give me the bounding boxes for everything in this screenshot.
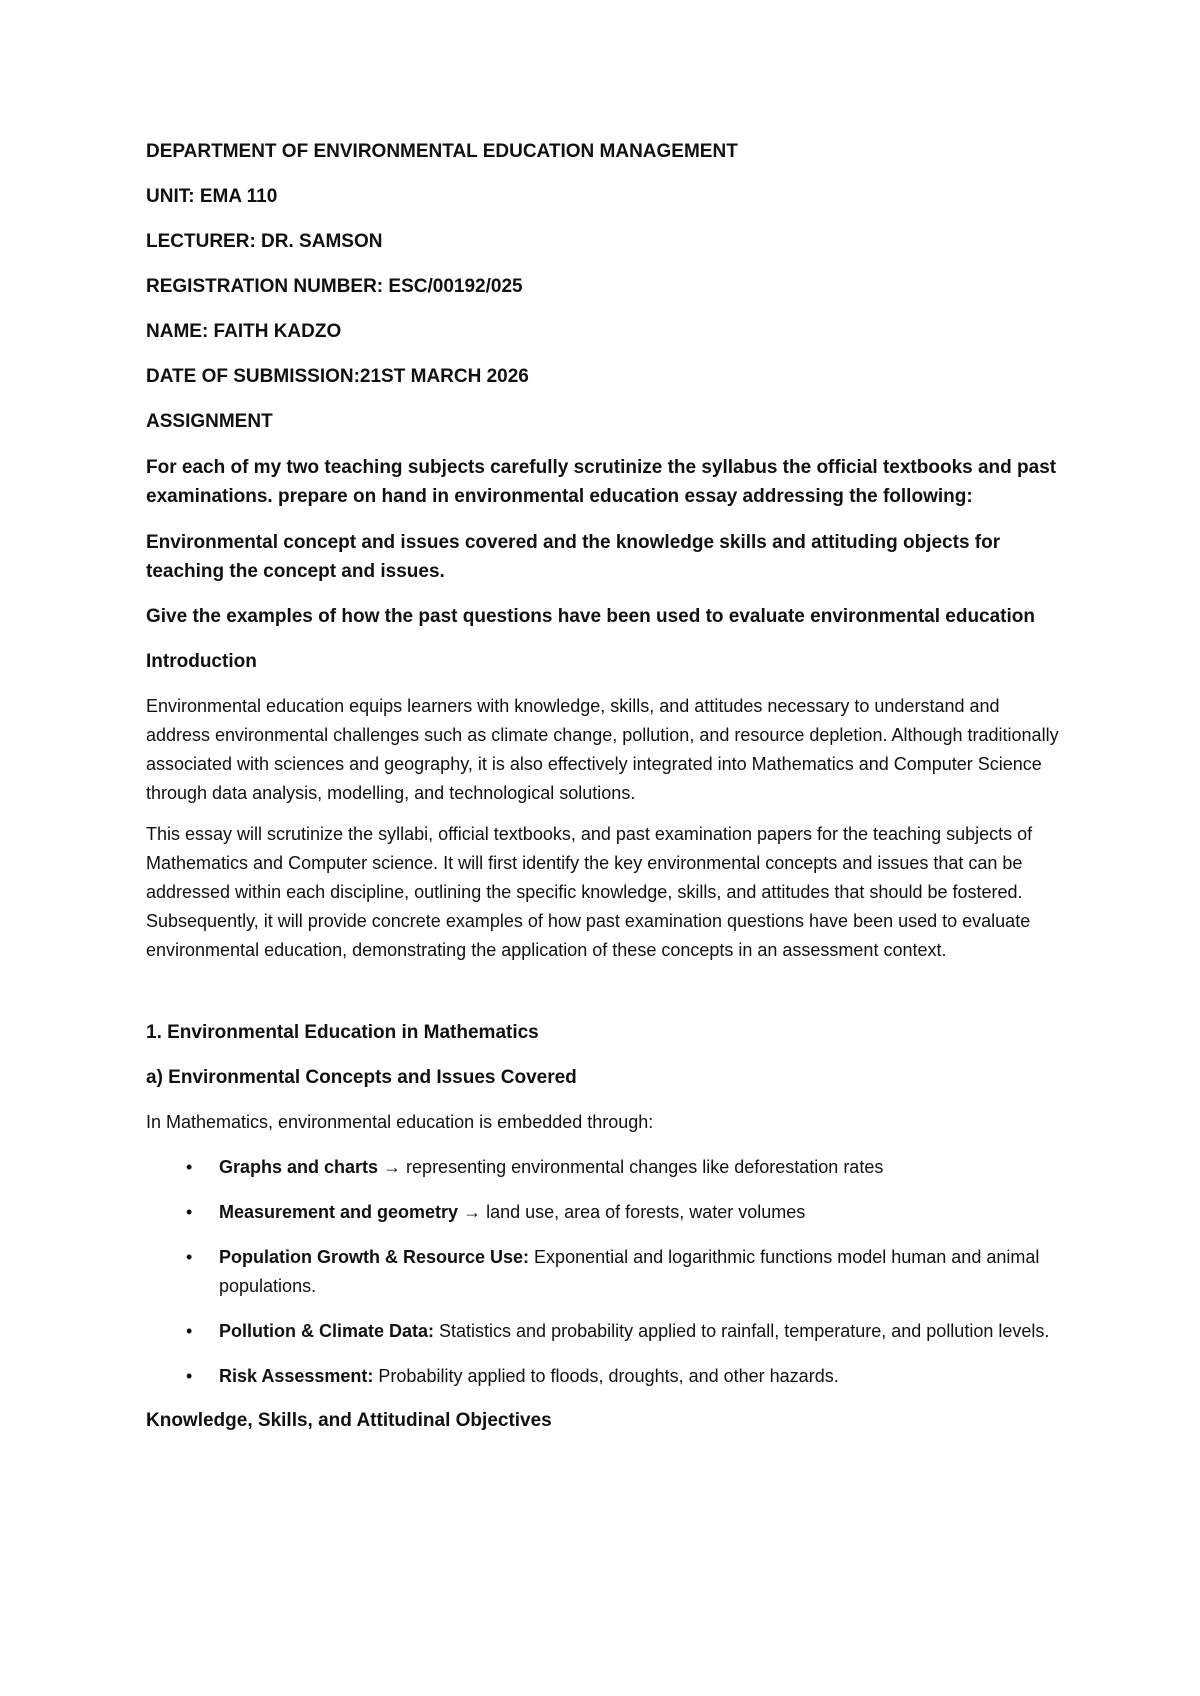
list-item	[146, 1317, 1066, 1346]
bullet-icon: •	[186, 1247, 193, 1267]
bullet-icon: •	[186, 1366, 193, 1386]
list-item-text: Exponential and logarithmic functions model human and animal populations.	[219, 1247, 1040, 1296]
submission-date-line: DATE OF SUBMISSION:21ST MARCH 2026	[146, 366, 529, 387]
bullet-icon: •	[186, 1321, 193, 1341]
question-part-1: Environmental concept and issues covered and the knowledge skills and attituding objects for teaching the concept and issues.	[146, 532, 1001, 582]
list-item-term: Pollution & Climate Data:	[219, 1321, 435, 1341]
section-1-subheading: a) Environmental Concepts and Issues Covered	[146, 1067, 577, 1088]
question-prompt: For each of my two teaching subjects carefully scrutinize the syllabus the official textbooks and past examinations. prepare on hand in environmental education essay addressing the following:	[146, 457, 1057, 507]
lecturer-line: LECTURER: DR. SAMSON	[146, 231, 383, 252]
list-item	[146, 1153, 1066, 1182]
list-item-term: Measurement and geometry	[219, 1202, 459, 1222]
bullet-icon: •	[186, 1202, 193, 1222]
list-item-term: Risk Assessment:	[219, 1366, 374, 1386]
list-item-text: → land use, area of forests, water volumes	[458, 1202, 806, 1222]
introduction-heading: Introduction	[146, 651, 257, 672]
unit-line: UNIT: EMA 110	[146, 186, 278, 207]
student-name-line: NAME: FAITH KADZO	[146, 321, 342, 342]
list-item-term: Population Growth & Resource Use:	[219, 1247, 530, 1267]
objectives-heading: Knowledge, Skills, and Attitudinal Objectives	[146, 1410, 552, 1431]
assignment-label: ASSIGNMENT	[146, 411, 273, 432]
question-part-2: Give the examples of how the past questions have been used to evaluate environmental education	[146, 606, 1036, 627]
environmental-concepts-list	[146, 1153, 1066, 1391]
introduction-paragraph-2: This essay will scrutinize the syllabi, official textbooks, and past examination papers for the teaching subjects of Mathematics and Computer science. It will first identify the key environmental concepts and issues that can be addressed within each discipline, outlining the specific knowledge, skills, and attitudes that should be fostered. Subsequently, it will provide concrete examples of how past examination questions have been used to evaluate environmental education, demonstrating the application of these concepts in an assessment context.	[146, 824, 1033, 960]
list-item-text: Statistics and probability applied to rainfall, temperature, and pollution levels.	[434, 1321, 1050, 1341]
department-title: DEPARTMENT OF ENVIRONMENTAL EDUCATION MANAGEMENT	[146, 141, 738, 162]
section-1-heading: 1. Environmental Education in Mathematics	[146, 1022, 539, 1043]
list-item-text: → representing environmental changes like deforestation rates	[378, 1157, 884, 1177]
document-page	[146, 138, 1066, 1435]
section-spacer	[146, 977, 1066, 1019]
list-item	[146, 1362, 1066, 1391]
section-1-lead: In Mathematics, environmental education is embedded through:	[146, 1112, 654, 1132]
list-item-text: Probability applied to floods, droughts, and other hazards.	[373, 1366, 839, 1386]
bullet-icon: •	[186, 1157, 193, 1177]
list-item	[146, 1243, 1066, 1301]
list-item-term: Graphs and charts	[219, 1157, 379, 1177]
introduction-paragraph-1: Environmental education equips learners with knowledge, skills, and attitudes necessary to understand and address environmental challenges such as climate change, pollution, and resource depletion. Although traditionally associated with sciences and geography, it is also effectively integrated into Mathematics and Computer Science through data analysis, modelling, and technological solutions.	[146, 696, 1059, 803]
list-item	[146, 1198, 1066, 1227]
registration-line: REGISTRATION NUMBER: ESC/00192/025	[146, 276, 523, 297]
